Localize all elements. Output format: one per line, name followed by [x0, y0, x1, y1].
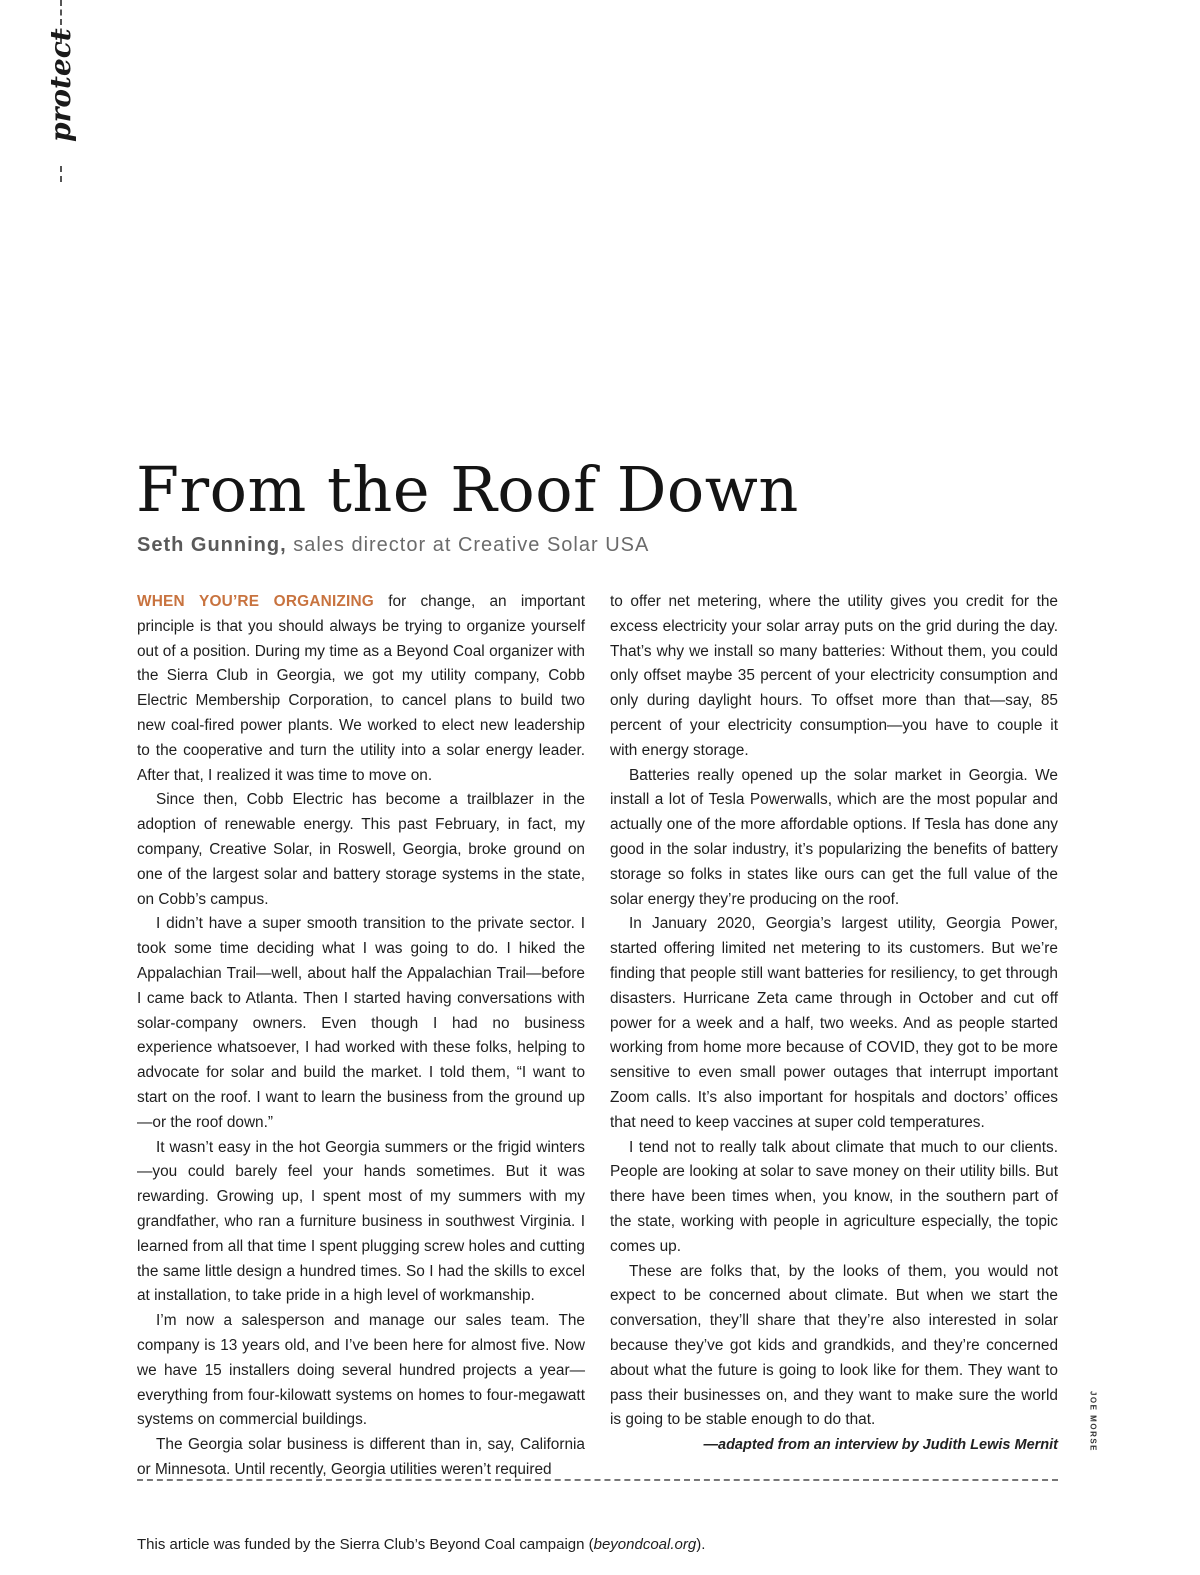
section-tab: [36, 0, 86, 182]
section-label: protect: [44, 28, 77, 142]
article-paragraph: I’m now a salesperson and manage our sales team. The company is 13 years old, and I’ve been here for almost five. Now we have 15 installers doing several hundred projects a year—everything from four-kilowatt systems on homes to four-megawatt systems on commercial buildings.: [137, 1312, 585, 1429]
author-name: Seth Gunning,: [137, 534, 287, 556]
signoff: —adapted from an interview by Judith Lewis Mernit: [703, 1437, 1058, 1454]
article-paragraph: I tend not to really talk about climate that much to our clients. People are looking at solar to save money on their utility bills. But there have been times when, you know, in the southern part of the state, working with people in agriculture especially, the topic comes up.: [610, 1138, 1058, 1255]
section-tab-dash-bottom: [60, 166, 62, 182]
article-paragraph: [137, 590, 585, 788]
byline: [137, 534, 649, 557]
article-paragraph: I didn’t have a super smooth transition to the private sector. I took some time deciding what I was going to do. I hiked the Appalachian Trail—well, about half the Appalachian Trail—before I came back to Atlanta. Then I started having conversations with solar-company owners. Even though I had no business experience whatsoever, I had worked with these folks, helping to advocate for solar and build the market. I told them, “I want to start on the roof. I want to learn the business from the ground up—or the roof down.”: [137, 915, 585, 1131]
article-paragraph: It wasn’t easy in the hot Georgia summers or the frigid winters—you could barely feel your hands sometimes. But it was rewarding. Growing up, I spent most of my summers with my grandfather, who ran a furniture business in southwest Virginia. I learned from all that time I spent plugging screw holes and cutting the same little design a hundred times. So I had the skills to excel at installation, to take pride in a high level of workmanship.: [137, 1138, 585, 1305]
article-title: From the Roof Down: [136, 453, 799, 526]
article-paragraph: Batteries really opened up the solar market in Georgia. We install a lot of Tesla Powerwalls, which are the most popular and actually one of the more affordable options. If Tesla has done any good in the solar industry, it’s popularizing the benefits of battery storage so folks in states like ours can get the full value of the solar energy they’re producing on the roof.: [610, 766, 1058, 908]
article-paragraph: These are folks that, by the looks of them, you would not expect to be concerned about climate. But when we start the conversation, they’ll share that they’re also interested in solar because they’ve got kids and grandkids, and they’re concerned about what the future is going to look like for them. They want to pass their businesses on, and they want to make sure the world is going to be stable enough to do that.: [610, 1262, 1058, 1429]
paragraph-text: for change, an important principle is that you should always be trying to organize yourself out of a position. During my time as a Beyond Coal organizer with the Sierra Club in Georgia, we got my utility company, Cobb Electric Membership Corporation, to cancel plans to build two new coal-fired power plants. We worked to elect new leadership to the cooperative and turn the utility into a solar energy leader. After that, I realized it was time to move on.: [137, 593, 585, 784]
article-paragraph: In January 2020, Georgia’s largest utility, Georgia Power, started offering limited net metering to its customers. But we’re finding that people still want batteries for resiliency, to get through disasters. Hurricane Zeta came through in October and cut off power for a week and a half, two weeks. And as people started working from home more because of COVID, they got to be more sensitive to even small power outages that interrupt important Zoom calls. It’s also important for hospitals and doctors’ offices that need to keep vaccines at super cold temperatures.: [610, 915, 1058, 1131]
funding-footnote: [137, 1536, 705, 1553]
lead-in: WHEN YOU’RE ORGANIZING: [137, 593, 374, 610]
dashed-divider: [137, 1479, 1058, 1481]
footnote-text: This article was funded by the Sierra Club’s Beyond Coal campaign (: [137, 1536, 594, 1553]
article-paragraph: to offer net metering, where the utility gives you credit for the excess electricity your solar array puts on the grid during the day. That’s why we install so many batteries: Without them, you could only offset maybe 35 percent of your electricity consumption and only during daylight hours. To offset more than that—say, 85 percent of your electricity consumption—you have to couple it with energy storage.: [610, 593, 1058, 759]
footnote-close: ).: [696, 1536, 706, 1553]
article-paragraph: The Georgia solar business is different than in, say, California or Minnesota. Until recently, Georgia utilities weren’t required: [137, 1436, 585, 1478]
footnote-link[interactable]: beyondcoal.org: [593, 1536, 697, 1553]
photo-credit-text: JOE MORSE: [1088, 1390, 1098, 1453]
article-column-right: [610, 590, 1058, 1458]
article-column-left: [137, 590, 585, 1483]
article-paragraph: Since then, Cobb Electric has become a trailblazer in the adoption of renewable energy. This past February, in fact, my company, Creative Solar, in Roswell, Georgia, broke ground on one of the largest solar and battery storage systems in the state, on Cobb’s campus.: [137, 791, 585, 908]
author-role: sales director at Creative Solar USA: [286, 534, 650, 556]
